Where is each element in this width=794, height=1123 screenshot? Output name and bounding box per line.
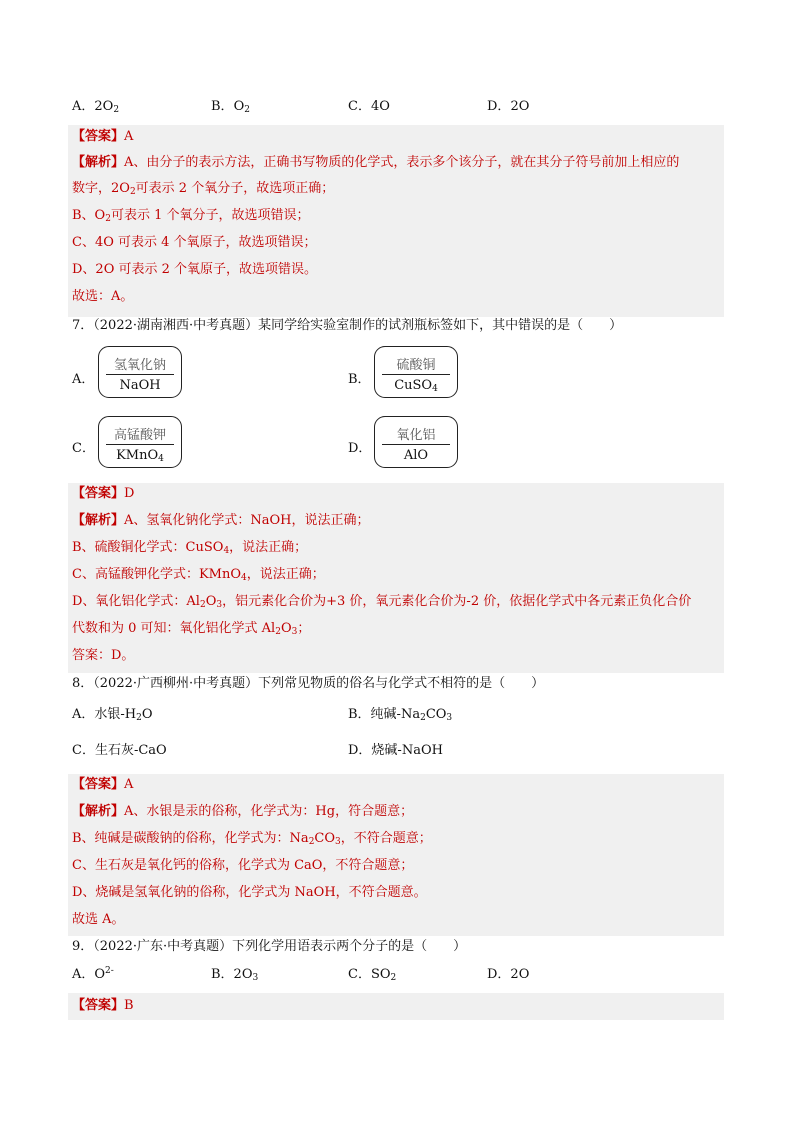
q7-answer: 【答案】D	[72, 486, 135, 501]
q9-answer: 【答案】B	[72, 998, 134, 1013]
q7-label-a-letter: A．	[72, 372, 95, 387]
q9-option-d: D．2O	[487, 967, 530, 982]
q8-option-c: C．生石灰-CaO	[72, 743, 167, 758]
q8-option-b: B．纯碱$-Na_2CO_3$	[348, 707, 453, 723]
q9-answer-panel	[68, 993, 724, 1020]
q6-option-a: A．$2O_2$	[72, 99, 120, 115]
q9-option-c: C．$SO_2$	[348, 967, 397, 983]
q9-option-b: B．$2O_3$	[211, 967, 259, 983]
q6-analysis-line-5: D、2O 可表示 2 个氧原子，故选项错误。	[72, 262, 318, 277]
q7-label-c-letter: C．	[72, 441, 95, 456]
q6-analysis-line-3: B、$O_2$可表示 1 个氧分子，故选项错误；	[72, 208, 310, 224]
q6-option-d: D．2O	[487, 99, 530, 114]
q8-analysis-line-2: B、纯碱是碳酸钠的俗称，化学式为：$Na_2CO_3$，不符合题意；	[72, 831, 432, 847]
q8-answer: 【答案】A	[72, 777, 134, 792]
q7-reagent-label-b: 硫酸铜 CuSO$_4$	[374, 346, 458, 398]
q8-option-a: A．水银$-H_2O$	[72, 707, 153, 723]
q6-analysis-line-2: 数字，$2O_2$可表示 2 个氧分子，故选项正确；	[72, 181, 335, 197]
q9-stem: 9．（2022·广东·中考真题）下列化学用语表示两个分子的是（ ）	[72, 939, 467, 954]
q7-label-b-letter: B．	[348, 372, 371, 387]
q8-answer-panel	[68, 774, 724, 936]
q9-option-a: A．$O^{2-}$	[72, 966, 114, 982]
q7-analysis-line-4: D、氧化铝化学式：$Al_2O_3$，铝元素化合价为+3 价，氧元素化合价为-2 价，依据化学式中各元素正负化合价	[72, 594, 692, 610]
q6-conclusion: 故选：A。	[72, 289, 134, 304]
q8-option-d: D．烧碱-NaOH	[348, 743, 443, 758]
q7-reagent-label-c: 高锰酸钾 KMnO$_4$	[98, 416, 182, 468]
q7-analysis-line-3: C、高锰酸钾化学式：KMnO$_4$，说法正确；	[72, 567, 325, 583]
q6-option-c: C．4O	[348, 99, 390, 114]
q7-analysis-line-1: 【解析】A、氢氧化钠化学式：NaOH，说法正确；	[72, 513, 370, 528]
q8-conclusion: 故选 A。	[72, 912, 125, 927]
q6-answer: 【答案】A	[72, 129, 134, 144]
q6-analysis-line-4: C、4O 可表示 4 个氧原子，故选项错误；	[72, 235, 317, 250]
q8-analysis-line-3: C、生石灰是氧化钙的俗称，化学式为 CaO，不符合题意；	[72, 858, 414, 873]
q7-conclusion: 答案：D。	[72, 648, 135, 663]
q6-option-b: B．$O_2$	[211, 99, 250, 115]
q7-label-d-letter: D．	[348, 441, 372, 456]
q7-analysis-line-5: 代数和为 0 可知：氧化铝化学式 $Al_2O_3$；	[72, 621, 311, 637]
q7-reagent-label-d: 氧化铝 AlO	[374, 416, 458, 468]
q8-analysis-line-1: 【解析】A、水银是汞的俗称，化学式为：Hg，符合题意；	[72, 804, 414, 819]
q8-stem: 8．（2022·广西柳州·中考真题）下列常见物质的俗名与化学式不相符的是（ ）	[72, 676, 545, 691]
q7-analysis-line-2: B、硫酸铜化学式：CuSO$_4$，说法正确；	[72, 540, 308, 556]
q6-analysis-line-1: 【解析】A、由分子的表示方法，正确书写物质的化学式，表示多个该分子，就在其分子符号前加上相应的	[72, 155, 680, 170]
q8-analysis-line-4: D、烧碱是氢氧化钠的俗称，化学式为 NaOH，不符合题意。	[72, 885, 427, 900]
q7-stem: 7．（2022·湖南湘西·中考真题）某同学给实验室制作的试剂瓶标签如下，其中错误的是（ ）	[72, 318, 623, 333]
q7-reagent-label-a: 氢氧化钠 NaOH	[98, 346, 182, 398]
